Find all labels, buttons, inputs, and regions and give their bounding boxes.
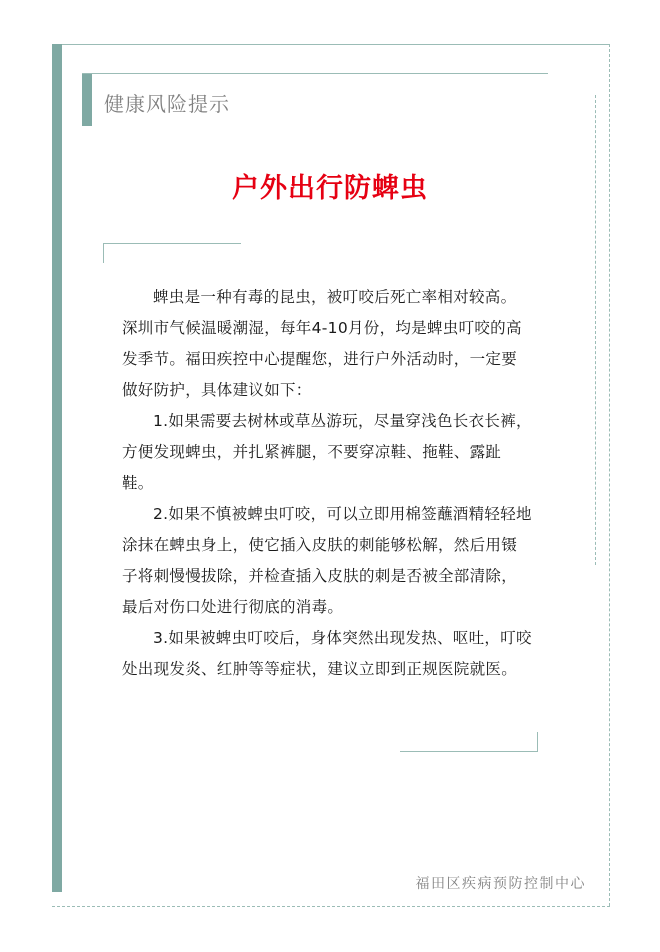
article-body <box>122 282 532 685</box>
section-heading: 健康风险提示 <box>104 92 230 116</box>
intro-paragraph: 蜱虫是一种有毒的昆虫，被叮咬后死亡率相对较高。深圳市气候温暖潮湿，每年4-10月份，均是蜱虫叮咬的高发季节。福田疾控中心提醒您，进行户外活动时，一定要做好防护，具体建议如下： <box>122 288 522 399</box>
frame-bottom-line <box>52 906 610 907</box>
heading-tab-marker <box>82 74 92 126</box>
corner-bracket-top-left-h <box>103 243 241 244</box>
footer-organization: 福田区疾病预防控制中心 <box>415 876 586 892</box>
corner-bracket-bottom-right-h <box>400 751 537 752</box>
frame-top-line <box>52 44 610 45</box>
corner-bracket-bottom-right-v <box>537 732 538 752</box>
inner-top-line <box>82 73 548 74</box>
page-title: 户外出行防蜱虫 <box>232 173 428 204</box>
corner-bracket-top-left-v <box>103 243 104 263</box>
advice-item-3: 3.如果被蜱虫叮咬后，身体突然出现发热、呕吐，叮咬处出现发炎、红肿等等症状，建议立即到正规医院就医。 <box>122 629 532 678</box>
advice-item-1: 1.如果需要去树林或草丛游玩，尽量穿浅色长衣长裤，方便发现蜱虫，并扎紧裤腿，不要穿凉鞋、拖鞋、露趾鞋。 <box>122 412 532 492</box>
advice-item-2: 2.如果不慎被蜱虫叮咬，可以立即用棉签蘸酒精轻轻地涂抹在蜱虫身上，使它插入皮肤的刺能够松解，然后用镊子将刺慢慢拔除，并检查插入皮肤的刺是否被全部清除，最后对伤口处进行彻底的消毒。 <box>122 505 532 616</box>
